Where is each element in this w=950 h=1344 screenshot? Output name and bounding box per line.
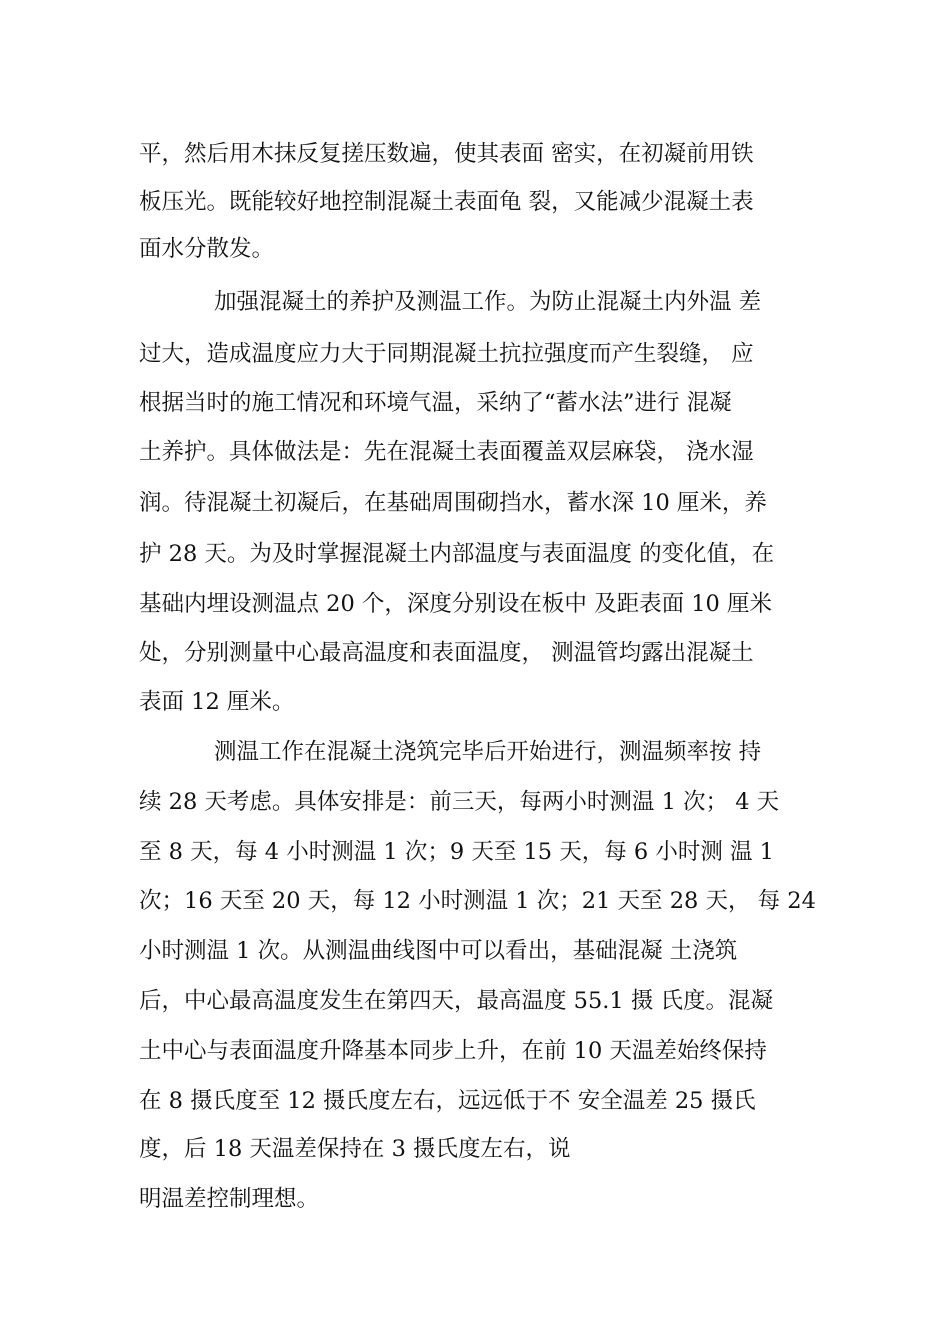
text-line: 面水分散发。: [139, 236, 275, 262]
text-line: 表面 12 厘米。: [139, 689, 295, 715]
text-line: 明温差控制理想。: [139, 1186, 320, 1212]
text-line: 次；16 天至 20 天，每 12 小时测温 1 次；21 天至 28 天， 每 24: [139, 888, 816, 914]
text-line: 度，后 18 天温差保持在 3 摄氏度左右，说: [139, 1136, 571, 1162]
text-line: 基础内埋设测温点 20 个，深度分别设在板中 及距表面 10 厘米: [139, 591, 773, 617]
text-line: 板压光。既能较好地控制混凝土表面龟 裂，又能减少混凝土表: [139, 189, 754, 215]
text-line: 至 8 天，每 4 小时测温 1 次；9 天至 15 天，每 6 小时测 温 1: [139, 839, 774, 865]
text-line: 润。待混凝土初凝后，在基础周围砌挡水，蓄水深 10 厘米，养: [139, 490, 767, 516]
text-line: 小时测温 1 次。从测温曲线图中可以看出，基础混凝 土浇筑: [139, 938, 738, 964]
text-line: 护 28 天。为及时掌握混凝土内部温度与表面温度 的变化值，在: [139, 541, 775, 567]
text-line: 土中心与表面温度升降基本同步上升，在前 10 天温差始终保持: [139, 1038, 767, 1064]
text-line: 过大，造成温度应力大于同期混凝土抗拉强度而产生裂缝， 应: [139, 341, 754, 367]
text-line: 土养护。具体做法是：先在混凝土表面覆盖双层麻袋， 浇水湿: [139, 439, 754, 465]
text-line: 在 8 摄氏度至 12 摄氏度左右，远远低于不 安全温差 25 摄氏: [139, 1088, 756, 1114]
text-line: 后，中心最高温度发生在第四天，最高温度 55.1 摄 氏度。混凝: [139, 988, 774, 1014]
text-line: 平，然后用木抹反复搓压数遍，使其表面 密实，在初凝前用铁: [139, 141, 754, 167]
paragraph-first-line: 加强混凝土的养护及测温工作。为防止混凝土内外温 差: [214, 289, 762, 315]
paragraph-first-line: 测温工作在混凝土浇筑完毕后开始进行，测温频率按 持: [214, 739, 762, 765]
text-line: 处，分别测量中心最高温度和表面温度， 测温管均露出混凝土: [139, 640, 754, 666]
text-line: 根据当时的施工情况和环境气温，采纳了“蓄水法”进行 混凝: [139, 390, 732, 416]
text-line: 续 28 天考虑。具体安排是：前三天，每两小时测温 1 次； 4 天: [139, 789, 780, 815]
